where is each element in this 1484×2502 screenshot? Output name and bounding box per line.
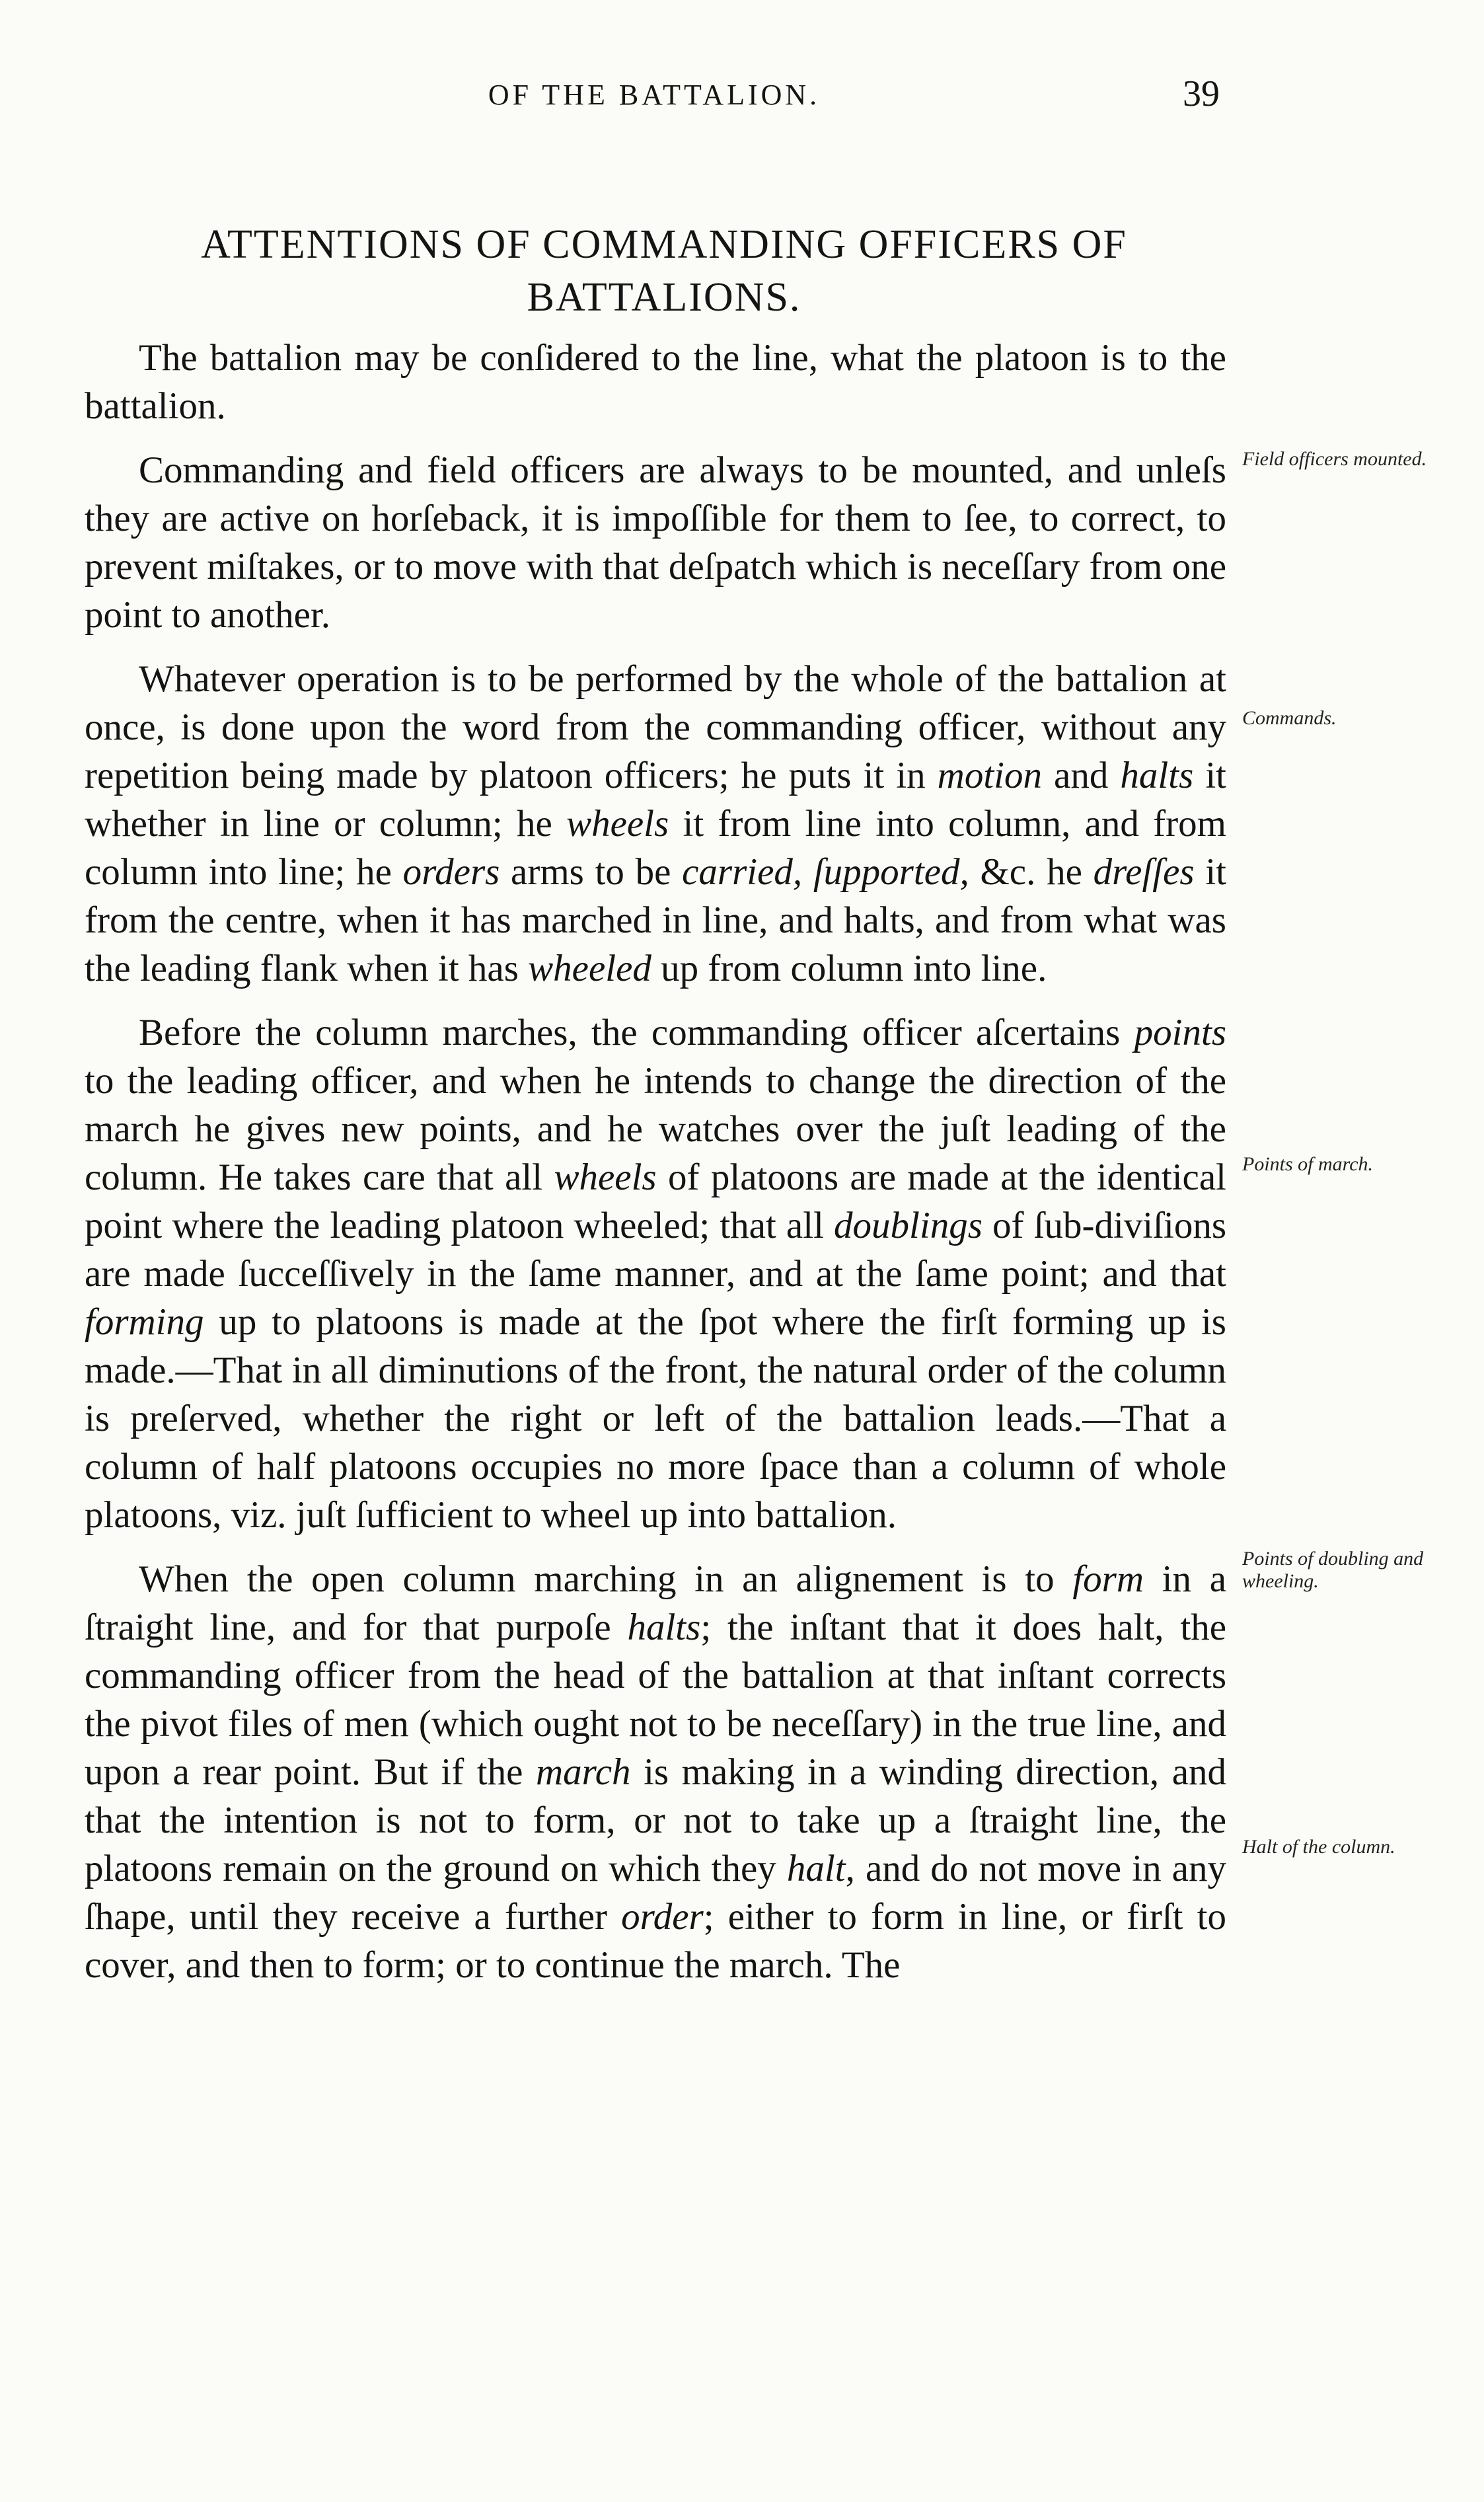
emphasis-forming: forming	[85, 1301, 204, 1343]
paragraph-5-text: is making in a winding direction, and that the intention is not to form, or not to take up a ſtraight line, the platoons remain on the ground on which they	[85, 1751, 1226, 1889]
paragraph-3-text: it from the centre, when it has marched in line, and halts, and from what was the leading flank when it has	[85, 851, 1226, 989]
paragraph-3-text: and	[1042, 755, 1121, 796]
paragraph-4-text: to the leading officer, and when he intends to change the direction of the march he gives new points, and he watches over the juſt leading of the column. He takes care that all	[85, 1060, 1226, 1198]
margin-note-commands: Commands.	[1242, 707, 1337, 729]
margin-note-halt-of-column: Halt of the column.	[1242, 1836, 1395, 1858]
section-heading: ATTENTIONS OF COMMANDING OFFICERS OF BATTALIONS.	[201, 222, 1127, 320]
body-text	[85, 334, 1226, 1989]
paragraph-3-text: &c. he	[969, 851, 1094, 893]
margin-note-field-officers: Field officers mounted.	[1242, 448, 1427, 470]
paragraph-2: Commanding and field officers are always to be mounted, and unleſs they are active on horſeback, it is impoſſible for them to ſee, to correct, to prevent miſtakes, or to move with that deſpatch which is neceſſary from one point to another.	[85, 449, 1226, 636]
paragraph-5-text: ; either to form in line, or firſt to cover, and then to form; or to continue the march. The	[85, 1896, 1226, 1986]
emphasis-halt: halt	[786, 1848, 846, 1889]
emphasis-halts: halts	[1120, 755, 1194, 796]
paragraph-4-text: Before the column marches, the commanding officer aſcertains	[139, 1012, 1134, 1053]
paragraph-5-text: ; the inſtant that it does halt, the commanding officer from the head of the battalion at that inſtant corrects the pivot files of men (which ought not to be neceſſary) in the true line, and upon a rear point. But if the	[85, 1607, 1226, 1793]
paragraph-4-text: of ſub-diviſions are made ſucceſſively in the ſame manner, and at the ſame point; and that	[85, 1205, 1226, 1295]
running-head: OF THE BATTALION.	[488, 79, 821, 111]
paragraph-3	[85, 655, 1226, 993]
emphasis-dresses: dreſſes	[1093, 851, 1195, 893]
margin-note-points-of-march: Points of march.	[1242, 1153, 1374, 1175]
emphasis-doublings: doublings	[834, 1205, 983, 1246]
emphasis-order: order	[621, 1896, 704, 1938]
emphasis-march: march	[535, 1751, 631, 1793]
emphasis-carried-supported: carried, ſupported,	[682, 851, 969, 893]
emphasis-wheels: wheels	[566, 803, 669, 845]
paragraph-5	[85, 1555, 1226, 1989]
paragraph-4-text: of platoons are made at the identical point where the leading platoon wheeled; that all	[85, 1156, 1226, 1246]
paragraph-5-text: When the open column marching in an alignement is to	[139, 1558, 1073, 1600]
paragraph-3-text: up from column into line.	[651, 948, 1047, 989]
paragraph-3-text: arms to be	[500, 851, 683, 893]
page-number: 39	[1183, 73, 1220, 114]
paragraph-3-text: Whatever operation is to be performed by the whole of the battalion at once, is done upon the word from the commanding officer, without any repetition being made by platoon officers; he puts it in	[85, 658, 1226, 796]
emphasis-wheels: wheels	[554, 1156, 657, 1198]
emphasis-orders: orders	[402, 851, 500, 893]
paragraph-3-text: it from line into column, and from column into line; he	[85, 803, 1226, 893]
emphasis-motion: motion	[937, 755, 1042, 796]
emphasis-form: form	[1072, 1558, 1144, 1600]
paragraph-4-text: up to platoons is made at the ſpot where the firſt forming up is made.—That in all diminutions of the front, the natural order of the column is preſerved, whether the right or left of the battalion leads.—That a column of half platoons occupies no more ſpace than a column of whole platoons, viz. juſt ſufficient to wheel up into battalion.	[85, 1301, 1226, 1536]
paragraph-5-text: , and do not move in any ſhape, until they receive a further	[85, 1848, 1226, 1938]
margin-note-points-of-doubling: Points of doubling and wheeling.	[1242, 1548, 1424, 1592]
paragraph-1: The battalion may be conſidered to the line, what the platoon is to the battalion.	[85, 337, 1226, 427]
paragraph-4	[85, 1008, 1226, 1539]
paragraph-5-text: in a ſtraight line, and for that purpoſe	[85, 1558, 1226, 1648]
emphasis-points: points	[1134, 1012, 1226, 1053]
paragraph-3-text: it whether in line or column; he	[85, 755, 1226, 845]
emphasis-halts: halts	[627, 1607, 701, 1648]
emphasis-wheeled: wheeled	[528, 948, 651, 989]
